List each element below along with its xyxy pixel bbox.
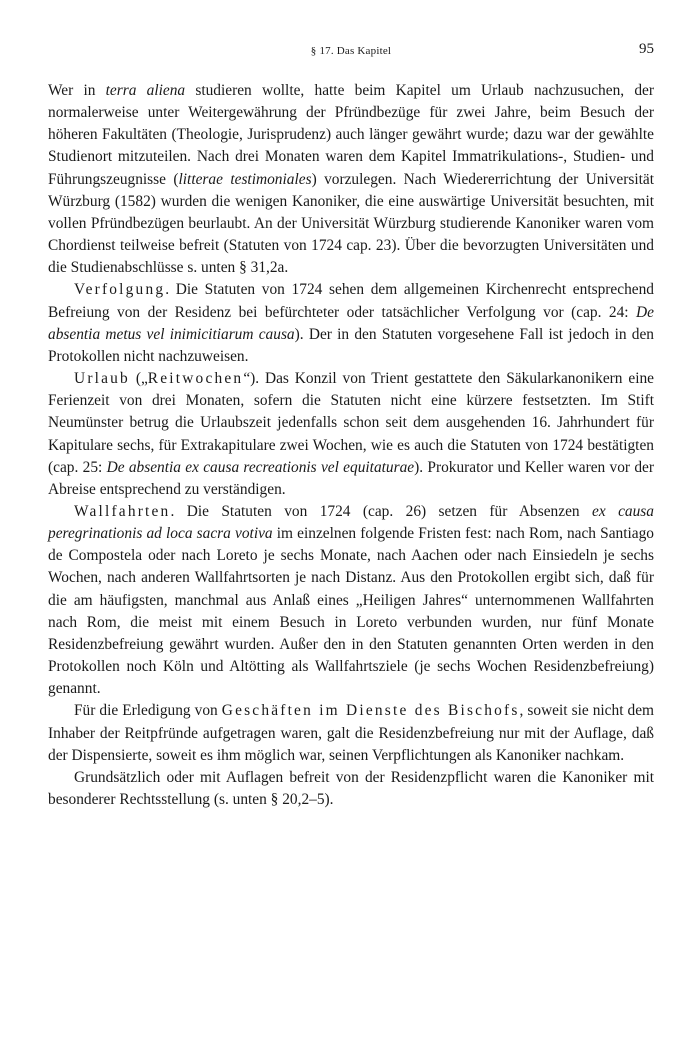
latin-term: litterae testimoniales — [178, 170, 312, 188]
body-text — [48, 80, 654, 811]
text-run: im einzelnen folgende Fristen fest: nach Rom, nach Santiago de Compostela oder nach Loreto je sechs Monate, nach Aachen oder nach Einsiedeln je sechs Wochen, nach anderen Wallfahrtsorten je nach Distanz. Aus den Protokollen ergibt sich, daß für die am häufigsten, manchmal aus Anlaß eines „Heiligen Jahres“ unternommenen Wallfahrten nach Rom, die meist mit einem Besuch in Loreto verbunden wurden, nur fünf Monate Residenzbefreiung gewährt wurden. Außer den in den Statuten genannten Orten werden in den Protokollen noch Köln und Altötting als Wallfahrtsziele (je sechs Wochen Residenzbefreiung) genannt. — [48, 525, 654, 698]
text-run: ). Prokurator und Keller waren vor der Abreise entsprechend zu verständigen. — [48, 458, 654, 498]
text-run: “). Das Konzil von Trient gestattete den Säkularkanonikern eine Ferienzeit von drei Monaten, sofern die Statuten nicht eine kürzere festsetzten. Im Stift Neumünster betrug die Urlaubszeit jedenfalls schon seit dem ausgehenden 16. Jahrhundert für Kapitulare sechs, für Extrakapitulare zwei Wochen, wie es auch die Statuten von 1724 bestätigten (cap. 25: — [48, 370, 655, 476]
paragraph-rechtsstellung — [48, 767, 654, 811]
spaced-heading: Reitwochen — [147, 370, 244, 388]
text-run: Für die Erledigung von — [74, 702, 222, 720]
latin-term: ex causa peregrinationis ad loca sacra votiva — [48, 502, 654, 543]
paragraph-wallfahrten — [48, 501, 654, 700]
spaced-heading: Geschäften im Dienste des Bischofs — [221, 702, 520, 720]
text-run: studieren wollte, hatte beim Kapitel um Urlaub nachzusuchen, der normalerweise unter Weitergewährung der Pfründbezüge für zwei Jahre, beim Besuch der höheren Fakultäten (Theologie, Jurisprudenz) auch länger gewährt wurde; dazu war der gewählte Studienort mitzuteilen. Nach drei Monaten waren dem Kapitel Immatrikulations-, Studien- und Führungszeugnisse ( — [48, 82, 654, 188]
paragraph-geschaefte — [48, 700, 654, 766]
latin-term: De absentia metus vel inimicitiarum causa — [48, 303, 654, 343]
running-head: § 17. Das Kapitel — [310, 45, 392, 57]
paragraph-urlaub — [48, 368, 654, 501]
text-run: . Die Statuten von 1724 (cap. 26) setzen für Absenzen — [170, 502, 593, 520]
page-header — [48, 41, 654, 63]
text-run: Wer in — [48, 82, 106, 99]
spaced-heading: Urlaub — [74, 370, 130, 388]
text-run: ). Der in den Statuten vorgesehene Fall ist jedoch in den Protokollen nicht nachzuweisen. — [48, 325, 654, 365]
paragraph-verfolgung — [48, 279, 654, 368]
spaced-heading: Verfolgung — [74, 281, 166, 299]
paragraph-studium — [48, 80, 654, 279]
text-run: („ — [129, 370, 148, 388]
text-run: , soweit sie nicht dem Inhaber der Reitpfründe aufgetragen waren, galt die Residenzbefreiung nur mit der Auflage, daß der Dispensierte, soweit es ihm möglich war, seinen Verpflichtungen als Kanoniker nachkam. — [48, 702, 655, 764]
text-run: Grundsätzlich oder mit Auflagen befreit von der Residenzpflicht waren die Kanoniker mit besonderer Rechtsstellung (s. unten § 20,2–5). — [48, 768, 654, 808]
spaced-heading: Wallfahrten — [74, 502, 171, 520]
latin-term: terra aliena — [105, 82, 186, 99]
latin-term: De absentia ex causa recreationis vel equitaturae — [106, 458, 415, 476]
text-run: . Die Statuten von 1724 sehen dem allgemeinen Kirchenrecht entsprechend Befreiung von der Residenz bei befürchteter oder tatsächlicher Verfolgung vor (cap. 24: — [48, 281, 654, 321]
text-run: ) vorzulegen. Nach Wiedererrichtung der Universität Würzburg (1582) wurden die wenigen Kanoniker, die eine auswärtige Universität besuchten, mit vollen Pfründbezügen beurlaubt. An der Universität Würzburg studierende Kanoniker waren vom Chordienst teilweise befreit (Statuten von 1724 cap. 23). Über die bevorzugten Universitäten und die Studienabschlüsse s. unten § 31,2a. — [48, 170, 654, 277]
page-number: 95 — [639, 41, 654, 57]
